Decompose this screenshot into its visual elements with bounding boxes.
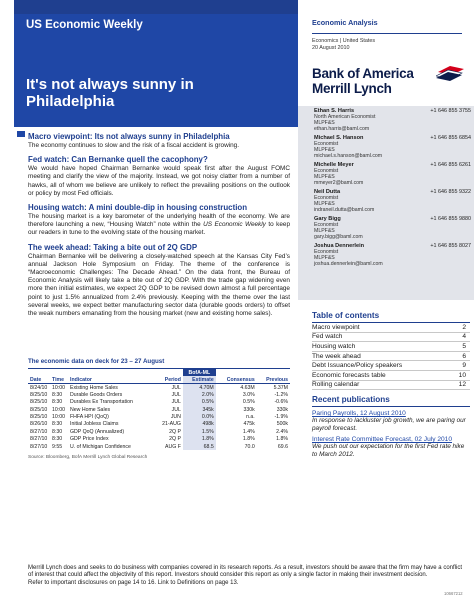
economic-data-table (28, 358, 290, 460)
table-cell: n.a. (246, 414, 255, 421)
table-cell: 8/26/10 (30, 421, 48, 428)
analyst-detail: MLPF&S (314, 228, 335, 234)
table-cell: 1.8% (183, 436, 216, 443)
analyst-detail: Economist (314, 141, 339, 147)
logo-line-2: Merrill Lynch (312, 81, 392, 96)
analyst-phone: +1 646 855 8027 (430, 243, 471, 249)
section-label: Economic Analysis (312, 18, 378, 27)
table-row (28, 391, 290, 398)
toc-item-label: Debt Issuance/Policy speakers (312, 362, 403, 370)
table-row (28, 436, 290, 443)
table-cell: 8:30 (52, 428, 63, 435)
flag-logo-icon (436, 66, 466, 82)
analyst-detail: MLPF&S (314, 201, 335, 207)
toc-item[interactable] (312, 361, 470, 371)
column-header: Period (154, 376, 183, 383)
title-banner (14, 14, 298, 127)
analyst-detail: Economist (314, 222, 339, 228)
housing-watch-heading: Housing watch: A mini double-dip in housing construction (28, 203, 248, 213)
analyst-detail: Economist (314, 249, 339, 255)
analyst-detail: MLPF&S (314, 174, 335, 180)
document-id: 10667212 (444, 591, 463, 596)
table-cell: 5.37M (273, 384, 288, 391)
analyst-detail: MLPF&S (314, 120, 335, 126)
table-cell: JUL (171, 399, 181, 406)
table-cell: -0.6% (274, 399, 288, 406)
fed-watch-heading: Fed watch: Can Bernanke quell the cacophony? (28, 155, 208, 165)
analyst-contact (314, 216, 474, 240)
recent-title: Recent publications (312, 395, 470, 407)
analyst-phone: +1 646 855 3755 (430, 108, 471, 114)
publication-link[interactable]: Paring Payrolls, 12 August 2010 (312, 410, 406, 417)
week-ahead-heading: The week ahead: Taking a bite out of 2Q GDP (28, 242, 198, 252)
table-cell: 9:55 (52, 443, 63, 450)
table-cell: Initial Jobless Claims (70, 421, 119, 428)
series-title: US Economic Weekly (26, 19, 143, 31)
toc-item-label: Economic forecasts table (312, 371, 386, 379)
table-cell: 21-AUG (162, 421, 181, 428)
table-cell: U. of Michigan Confidence (70, 443, 131, 450)
table-cell: 3.0% (242, 391, 255, 398)
table-row (28, 443, 290, 450)
table-cell: 0.5% (183, 399, 216, 406)
table-row (28, 406, 290, 413)
analyst-email[interactable]: joshua.dennerlein@baml.com (314, 261, 383, 267)
toc-item-label: Fed watch (312, 333, 343, 341)
table-row (28, 399, 290, 406)
analyst-detail: MLPF&S (314, 147, 335, 153)
disclaimer-text: Merrill Lynch does and seeks to do business with companies covered in its research reports. As a result, investors should be aware that the firm may have a conflict of interest that could affect the objectivity of this report. Investors should consider this report as only a single factor in making their investment decision. (28, 565, 462, 579)
analyst-name: Ethan S. Harris (314, 108, 355, 114)
table-cell: 70.0 (244, 443, 255, 450)
publication-summary: We push out our expectation for the first Fed rate hike to March 2012. (312, 443, 465, 458)
table-cell: New Home Sales (70, 406, 111, 413)
table-cell: -1.2% (274, 391, 288, 398)
toc-item-page: 12 (458, 381, 466, 389)
table-cell: AUG F (165, 443, 181, 450)
table-cell: 10:00 (52, 414, 65, 421)
analyst-contacts (298, 106, 474, 300)
table-cell: 2.0% (183, 391, 216, 398)
analyst-contact (314, 135, 474, 159)
analyst-name: Michael S. Hanson (314, 135, 364, 141)
table-cell: 8:30 (52, 436, 63, 443)
toc-item-page: 6 (462, 352, 466, 360)
table-cell: JUL (171, 384, 181, 391)
table-cell: 8/25/10 (30, 391, 48, 398)
table-cell: 1.8% (276, 436, 288, 443)
table-cell: 500k (276, 421, 288, 428)
table-cell: -1.9% (274, 414, 288, 421)
toc-item-page: 10 (458, 371, 466, 379)
analyst-email[interactable]: indraneil.dutta@baml.com (314, 207, 375, 213)
analyst-name: Gary Bigg (314, 216, 341, 222)
table-of-contents (312, 311, 470, 390)
analyst-contact (314, 162, 474, 186)
analyst-name: Michelle Meyer (314, 162, 354, 168)
table-cell: 1.4% (242, 428, 255, 435)
main-content (28, 128, 290, 318)
disclosure-reference: Refer to important disclosures on page 14 to 16. Link to Definitions on page 13. (28, 579, 239, 586)
housing-watch-text: The housing market is a key barometer of the underlying health of the economy. We are therefore launching a new, “Housing Watch” note within the US Economic Weekly to keep our readers in tune to the evolving state of the housing market. (28, 213, 290, 237)
toc-item-label: Housing watch (312, 342, 356, 350)
table-cell: 2.4% (276, 428, 288, 435)
analyst-phone: +1 646 855 6854 (430, 135, 471, 141)
table-cell: 69.6 (277, 443, 288, 450)
analyst-phone: +1 646 855 6261 (430, 162, 471, 168)
table-cell: Durable Goods Orders (70, 391, 123, 398)
table-cell: 0.0% (183, 413, 216, 420)
bank-logo (312, 66, 472, 96)
table-cell: 8/25/10 (30, 414, 48, 421)
column-header: Date (28, 376, 50, 383)
table-cell: 1.5% (183, 428, 216, 435)
analyst-detail: Economist (314, 195, 339, 201)
column-header: Consensus (216, 376, 257, 383)
table-cell: 330k (276, 406, 288, 413)
region-label: Economics | United States (312, 38, 376, 44)
toc-item[interactable] (312, 352, 470, 362)
table-cell: 8/27/10 (30, 428, 48, 435)
table-cell: 8/25/10 (30, 406, 48, 413)
table-source: Source: Bloomberg, BofA Merrill Lynch Global Research (28, 455, 148, 461)
table-cell: 8/27/10 (30, 436, 48, 443)
table-cell: 4.63M (240, 384, 255, 391)
table-cell: 10:00 (52, 406, 65, 413)
analyst-email[interactable]: ethan.harris@baml.com (314, 126, 370, 132)
toc-item-page: 5 (462, 342, 466, 350)
analyst-detail: Economist (314, 168, 339, 174)
disclosure-footer (28, 565, 468, 587)
analyst-name: Neil Dutta (314, 189, 341, 195)
analyst-detail: North American Economist (314, 114, 376, 120)
divider (312, 33, 462, 34)
table-title: The economic data on deck for 23 – 27 August (28, 358, 290, 369)
analyst-contact (314, 243, 474, 267)
analyst-email[interactable]: gary.bigg@baml.com (314, 234, 363, 240)
recent-publications (312, 395, 470, 462)
logo-line-1: Bank of America (312, 66, 414, 81)
report-headline: It's not always sunny in Philadelphia (26, 76, 194, 110)
table-cell: JUN (170, 414, 181, 421)
toc-item[interactable] (312, 323, 470, 333)
toc-item-page: 4 (462, 333, 466, 341)
analyst-name: Joshua Dennerlein (314, 243, 365, 249)
bofa-estimate-band: BofA-ML (183, 369, 216, 376)
toc-item-label: The week ahead (312, 352, 361, 360)
table-row (28, 384, 290, 391)
table-cell: Existing Home Sales (70, 384, 118, 391)
table-cell: 8/24/10 (30, 384, 48, 391)
publication-summary: In response to lackluster job growth, we are paring our payroll forecast. (312, 417, 466, 432)
table-cell: 10:00 (52, 384, 65, 391)
table-cell: 1.8% (242, 436, 255, 443)
toc-item[interactable] (312, 342, 470, 352)
analyst-detail: MLPF&S (314, 255, 335, 261)
publication-link[interactable]: Interest Rate Committee Forecast, 02 July 2010 (312, 436, 452, 443)
table-cell: 330k (243, 406, 255, 413)
analyst-phone: +1 646 855 9322 (430, 189, 471, 195)
table-cell: 8:30 (52, 399, 63, 406)
column-header: Indicator (68, 376, 154, 383)
analyst-email[interactable]: michael.s.hanson@baml.com (314, 153, 383, 159)
toc-item-page: 2 (462, 323, 466, 331)
section-bullet-icon (17, 131, 25, 137)
table-cell: 475k (243, 421, 255, 428)
table-cell: 8:30 (52, 421, 63, 428)
table-cell: 2Q P (169, 428, 181, 435)
analyst-contact (314, 189, 474, 213)
analyst-phone: +1 646 855 9880 (430, 216, 471, 222)
table-cell: 2Q P (169, 436, 181, 443)
table-cell: GDP Price Index (70, 436, 109, 443)
macro-viewpoint-heading: Macro viewpoint: Its not always sunny in Philadelphia (28, 132, 230, 141)
report-meta (312, 18, 462, 52)
toc-item-label: Macro viewpoint (312, 323, 360, 331)
analyst-email[interactable]: mmeyer2@baml.com (314, 180, 364, 186)
report-date: 20 August 2010 (312, 45, 350, 51)
analyst-contact (314, 108, 474, 132)
toc-item-label: Rolling calendar (312, 381, 360, 389)
table-cell: 345k (183, 406, 216, 413)
table-cell: 4.70M (183, 384, 216, 391)
table-cell: FHFA HPI (QoQ) (70, 414, 109, 421)
table-cell: 8:30 (52, 391, 63, 398)
table-row (28, 428, 290, 435)
top-bar (14, 0, 298, 14)
table-cell: 68.5 (183, 443, 216, 450)
week-ahead-text: Chairman Bernanke will be delivering a closely-watched speech at the Kansas City Fed’s annual Jackson Hole Symposium on Friday. The theme of the conference is “Macroeconomic Challenges: The Decade Ahead.” On the data front, the Bureau of Economic Analysis will likely take a bite out of 2Q GDP. With the trade gap widening even more then initial estimates, we expect 2Q GDP to be revised down almost a full percentage point to just 1.5% annualized from 2.4% previously. Keeping with the theme over the last several weeks, we expect better manufacturing sector data (durable goods orders) to offset the weak numbers emanating from the housing market (new and existing home sales). (28, 252, 290, 318)
table-cell: 498k (183, 421, 216, 428)
table-cell: 0.5% (242, 399, 255, 406)
table-row (28, 421, 290, 428)
table-cell: JUL (171, 406, 181, 413)
column-header: Time (50, 376, 68, 383)
table-cell: 8/27/10 (30, 443, 48, 450)
table-cell: JUL (171, 391, 181, 398)
table-cell: Durables Ex Transportation (70, 399, 133, 406)
macro-viewpoint-text: The economy continues to slow and the risk of a fiscal accident is growing. (28, 142, 239, 149)
toc-item[interactable] (312, 333, 470, 343)
fed-watch-text: We would have hoped Chairman Bernanke would speak first after the August FOMC meeting and clarify the view of the majority. Instead, we got noisy clatter from a number of hawks, all of whom we believe are unlikely to reflect the prevailing positions on the outlook or policy by most Fed officials. (28, 165, 290, 197)
toc-item[interactable] (312, 381, 470, 391)
toc-item-page: 9 (462, 362, 466, 370)
table-row (28, 413, 290, 420)
toc-item[interactable] (312, 371, 470, 381)
table-cell: GDP QoQ (Annualized) (70, 428, 125, 435)
table-cell: 8/25/10 (30, 399, 48, 406)
toc-title: Table of contents (312, 311, 470, 323)
column-header: Estimate (183, 376, 216, 383)
column-header: Previous (257, 376, 290, 383)
